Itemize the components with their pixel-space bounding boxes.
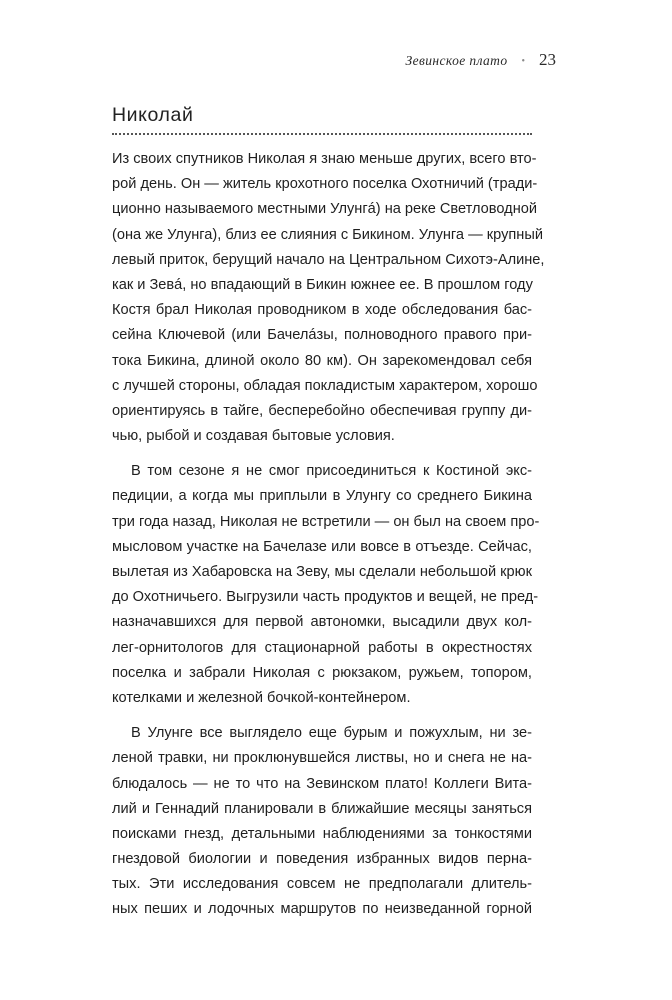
text-line: (она же Улунга), близ ее слияния с Бикином. Улунга — крупный (112, 226, 543, 243)
text-line: ориентируясь в тайге, бесперебойно обеспечивая группу ди- (112, 402, 532, 419)
text-line: котелками и железной бочкой-контейнером. (112, 689, 411, 706)
text-line: три года назад, Николая не встретили — он был на своем про- (112, 513, 540, 530)
text-line: леной травки, ни проклюнувшейся листвы, но и снега не на- (112, 750, 532, 767)
text-line: Из своих спутников Николая я знаю меньше других, всего вто- (112, 151, 537, 167)
text-line: до Охотничьего. Выгрузили часть продуктов и вещей, не пред- (112, 589, 539, 606)
section-title: Николай (112, 104, 194, 126)
text-line: Костя брал Николая проводником в ходе обследования бас- (112, 302, 532, 319)
running-title: Зевинское плато (405, 53, 508, 68)
paragraph (112, 147, 545, 449)
text-line: педиции, а когда мы приплыли в Улунгу со среднего Бикина (112, 488, 532, 505)
text-line: чью, рыбой и создавая бытовые условия. (112, 428, 395, 445)
paragraph (112, 721, 532, 923)
text-line: В том сезоне я не смог присоединиться к Костиной экс- (131, 463, 532, 480)
text-line: ционно называемого местными Улунгá) на реке Светловодной (112, 201, 538, 218)
page-number: 23 (539, 50, 556, 69)
text-line: тока Бикина, длиной около 80 км). Он зарекомендовал себя (112, 352, 532, 369)
text-line: рой день. Он — житель крохотного поселка Охотничий (тради- (112, 176, 538, 193)
text-line: вылетая из Хабаровска на Зеву, мы сделали небольшой крюк (112, 564, 532, 580)
paragraph-gap (112, 449, 532, 459)
text-line: сейна Ключевой (или Бачелáзы, полноводного правого при- (112, 327, 532, 344)
running-head (406, 50, 556, 70)
text-line: назначавшихся для первой автономки, высадили двух кол- (112, 614, 532, 631)
text-line: гнездовой биологии и поведения избранных видов перна- (112, 851, 532, 868)
paragraph-gap (112, 711, 532, 721)
text-line: блюдалось — не то что на Зевинском плато! Коллеги Вита- (112, 775, 532, 792)
text-line: мысловом участке на Бачелазе или вовсе в отъезде. Сейчас, (112, 538, 532, 555)
text-line: лег-орнитологов для стационарной работы в окрестностях (112, 639, 532, 656)
text-line: лий и Геннадий планировали в ближайшие месяцы заняться (112, 800, 532, 817)
body-text (112, 147, 545, 923)
dotted-divider (112, 133, 532, 135)
text-line: левый приток, берущий начало на Центральном Сихотэ-Алине, (112, 251, 545, 268)
paragraph (112, 459, 540, 711)
text-line: с лучшей стороны, обладая покладистым характером, хорошо (112, 377, 538, 394)
text-line: поселка и забрали Николая с рюкзаком, ружьем, топором, (112, 664, 532, 681)
text-line: как и Зевá, но впадающий в Бикин южнее ее. В прошлом году (112, 276, 533, 293)
text-line: тых. Эти исследования совсем не предполагали длитель- (112, 876, 532, 893)
text-line: ных пеших и лодочных маршрутов по неизведанной горной (112, 901, 532, 918)
separator-dot: • (521, 56, 525, 67)
text-line: В Улунге все выглядело еще бурым и пожухлым, ни зе- (131, 725, 532, 742)
text-line: поисками гнезд, детальными наблюдениями за тонкостями (112, 825, 532, 842)
